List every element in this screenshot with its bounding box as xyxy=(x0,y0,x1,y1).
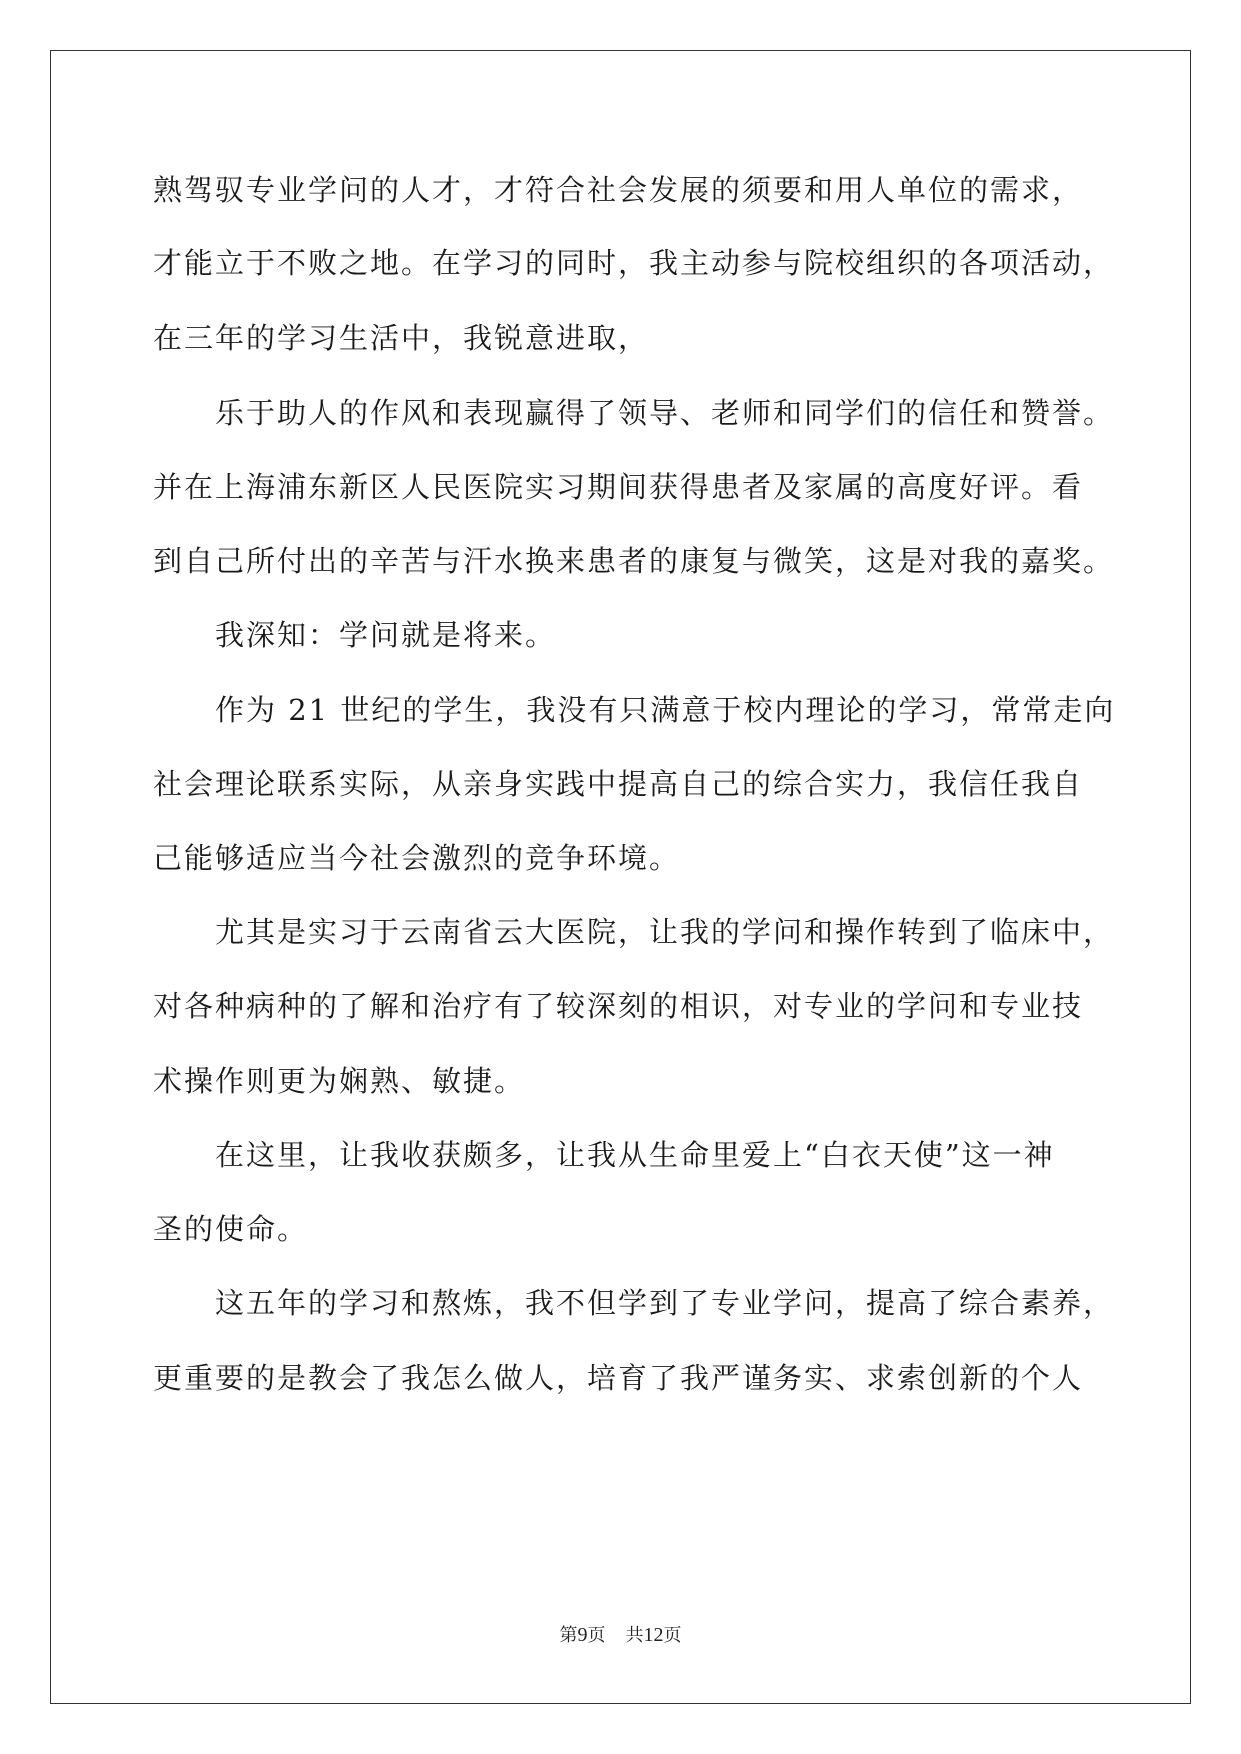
text-line-7: 我深知：学问就是将来。 xyxy=(215,618,557,652)
footer-page-current: 9 xyxy=(577,1624,588,1646)
footer-page-unit: 页 xyxy=(587,1625,606,1646)
text-line-14: 在这里，让我收获颇多，让我从生命里爱上“白衣天使”这一神 xyxy=(215,1138,1055,1172)
footer-page-total: 12 xyxy=(643,1624,664,1646)
text-line-13: 术操作则更为娴熟、敏捷。 xyxy=(153,1064,526,1098)
text-line-16: 这五年的学习和熬炼，我不但学到了专业学问，提高了综合素养， xyxy=(215,1286,1115,1320)
text-line-4: 乐于助人的作风和表现赢得了领导、老师和同学们的信任和赞誉。 xyxy=(215,396,1115,430)
text-line-10: 己能够适应当今社会激烈的竞争环境。 xyxy=(153,841,681,875)
text-line-3: 在三年的学习生活中，我锐意进取， xyxy=(153,321,650,355)
text-line-15: 圣的使命。 xyxy=(153,1212,309,1246)
page-footer xyxy=(0,1623,1241,1648)
text-line-8: 作为 21 世纪的学生，我没有只满意于校内理论的学习，常常走向 xyxy=(215,693,1116,727)
footer-page-prefix: 第 xyxy=(559,1625,578,1646)
text-line-11: 尤其是实习于云南省云大医院，让我的学问和操作转到了临床中， xyxy=(215,915,1115,949)
text-line-9: 社会理论联系实际，从亲身实践中提高自己的综合实力，我信任我自 xyxy=(153,767,1084,801)
text-line-5: 并在上海浦东新区人民医院实习期间获得患者及家属的高度好评。看 xyxy=(153,470,1084,504)
footer-total-unit: 页 xyxy=(663,1625,682,1646)
text-line-2: 才能立于不败之地。在学习的同时，我主动参与院校组织的各项活动， xyxy=(153,246,1115,280)
text-line-6: 到自己所付出的辛苦与汗水换来患者的康复与微笑，这是对我的嘉奖。 xyxy=(153,544,1115,578)
text-line-12: 对各种病种的了解和治疗有了较深刻的相识，对专业的学问和专业技 xyxy=(153,989,1084,1023)
text-line-17: 更重要的是教会了我怎么做人，培育了我严谨务实、求索创新的个人 xyxy=(153,1361,1084,1395)
footer-total-prefix: 共 xyxy=(625,1625,644,1646)
text-line-1: 熟驾驭专业学问的人才，才符合社会发展的须要和用人单位的需求， xyxy=(153,173,1084,207)
